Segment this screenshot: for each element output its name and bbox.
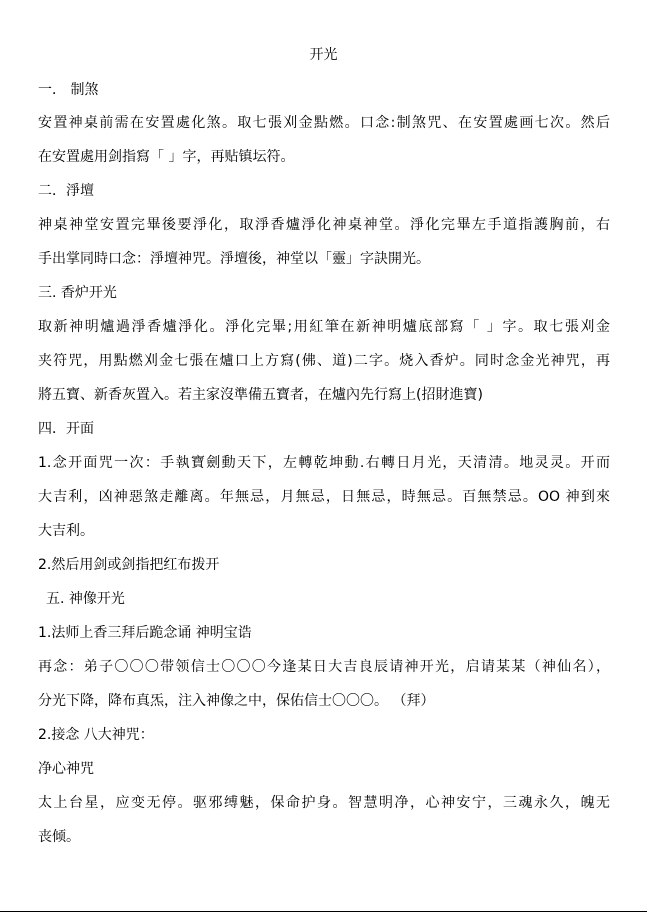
paragraph-line: 夹符咒，用點燃刈金七張在爐口上方寫(佛、道)二字。烧入香炉。同时念金光神咒，再 xyxy=(38,353,610,369)
document-title: 开光 xyxy=(309,47,338,63)
paragraph-line: 1.念开面咒一次：手執寶劍動天下，左轉乾坤動.右轉日月光，天清清。地灵灵。开而 xyxy=(38,455,610,471)
section-heading-2: 二．淨壇 xyxy=(38,183,94,199)
paragraph-line: 净心神咒 xyxy=(38,761,94,777)
paragraph-line: 神桌神堂安置完畢後要淨化，取淨香爐淨化神桌神堂。淨化完畢左手道指護胸前，右 xyxy=(38,217,610,233)
paragraph-line: 安置神桌前需在安置處化煞。取七張刈金點燃。口念:制煞咒、在安置處画七次。然后 xyxy=(38,115,610,131)
bottom-divider xyxy=(0,911,647,912)
paragraph-line: 2.然后用剑或剑指把红布拨开 xyxy=(38,557,220,573)
section-heading-3: 三. 香炉开光 xyxy=(38,285,117,301)
paragraph-line: 將五寶、新香灰置入。若主家沒準備五寶者，在爐內先行寫上(招財進寶) xyxy=(38,387,483,403)
paragraph-line: 大吉利，凶神惡煞走離离。年無忌，月無忌，日無忌，時無忌。百無禁忌。OO 神到來 xyxy=(38,489,610,505)
paragraph-line: 丧倾。 xyxy=(38,829,80,845)
section-heading-1: 一． 制煞 xyxy=(38,82,99,98)
section-heading-4: 四．开面 xyxy=(38,421,94,437)
paragraph-line: 大吉利。 xyxy=(38,523,94,539)
paragraph-line: 1.法师上香三拜后跪念诵 神明宝诰 xyxy=(38,625,252,641)
paragraph-line: 在安置處用剑指寫「 」字，再贴镇坛符。 xyxy=(38,149,295,165)
paragraph-line: 太上台星，应变无停。驱邪缚魅，保命护身。智慧明净，心神安宁，三魂永久，魄无 xyxy=(38,795,610,811)
paragraph-line: 再念：弟子〇〇〇带领信士〇〇〇今逢某日大吉良辰请神开光，启请某某（神仙名）， xyxy=(38,659,610,675)
paragraph-line: 分光下降，降布真炁，注入神像之中，保佑信士〇〇〇。 （拜） xyxy=(38,693,435,709)
paragraph-line: 取新神明爐過淨香爐淨化。淨化完畢;用紅筆在新神明爐底部寫「 」字。取七張刈金 xyxy=(38,319,610,335)
section-heading-5: 五. 神像开光 xyxy=(46,591,125,607)
paragraph-line: 2.接念 八大神咒： xyxy=(38,727,154,743)
paragraph-line: 手出掌同時口念：淨壇神咒。淨壇後，神堂以「靈」字訣開光。 xyxy=(38,251,430,267)
